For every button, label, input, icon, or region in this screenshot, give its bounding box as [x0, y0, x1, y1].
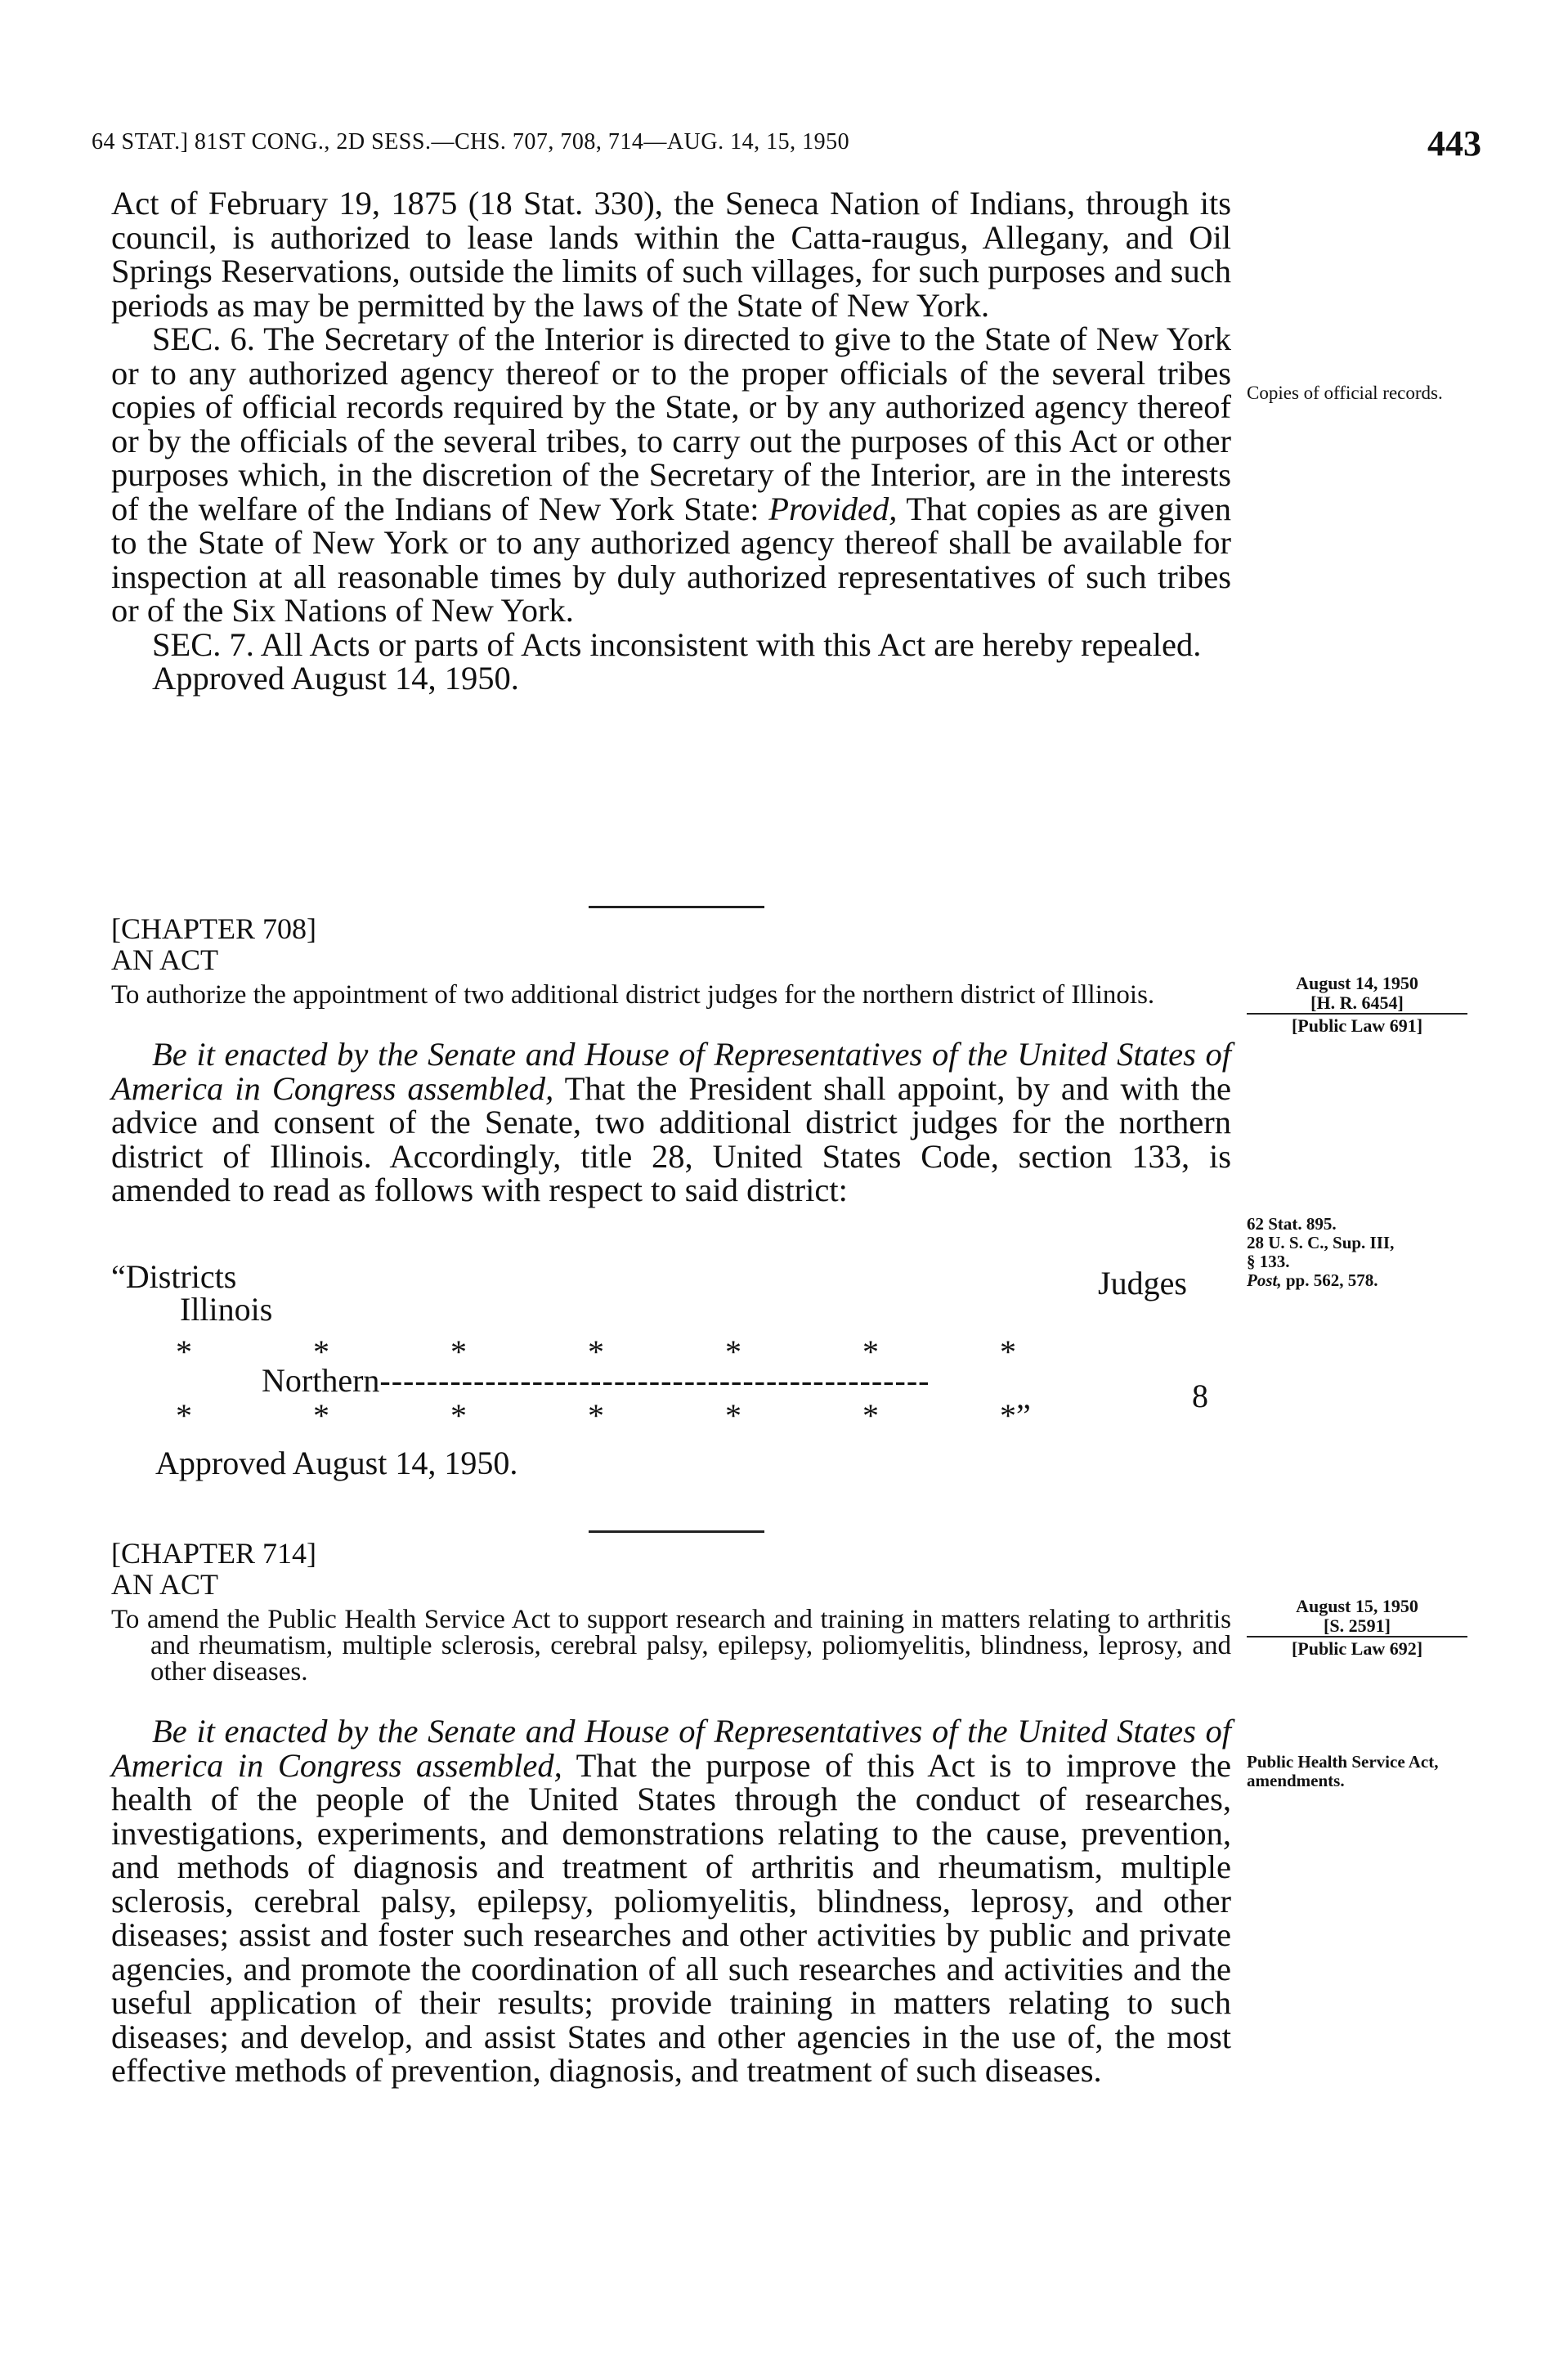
enacting-text: That the purpose of this Act is to improve the health of the people of the United States through the conduct of researches, investigations, experiments, and demonstrations relating to the cause, prevention, and methods of diagnosis and treatment of arthritis and rheumatism, multiple sclerosis, cerebral palsy, epilepsy, poliomyelitis, blindness, leprosy, and other diseases; assist and foster such researches and other activities by public and private agencies, and promote the coordination of all such researches and activities and the useful application of their results; provide training in matters relating to such diseases; and develop, and assist States and other agencies in the use of, the most effective methods of prevention, diagnosis, and treatment of such diseases.	[111, 1746, 1231, 2089]
star: *	[450, 1397, 467, 1434]
state-illinois: Illinois	[180, 1291, 273, 1328]
enacting-text: That the President shall appoint, by and with the advice and consent of the Senate, two additional district judges for the northern district of Illinois. Accordingly, title 28, United States Code, section 133, is amended to read as follows with respect to said district:	[111, 1069, 1231, 1208]
sec7-text: All Acts or parts of Acts inconsistent with this Act are hereby repealed.	[260, 625, 1202, 663]
chapter-heading: [CHAPTER 708]	[111, 912, 316, 945]
margin-ref-usc: 28 U. S. C., Sup. III,	[1247, 1233, 1395, 1252]
paragraph-sec6	[111, 322, 1231, 628]
star: *	[588, 1333, 604, 1370]
section-label: SEC. 6.	[152, 320, 255, 357]
margin-note-copies: Copies of official records.	[1247, 383, 1443, 403]
margin-714-law: [Public Law 692]	[1291, 1638, 1423, 1659]
divider-rule	[589, 906, 764, 908]
district-northern: Northern	[262, 1362, 380, 1399]
page-header	[92, 123, 1481, 180]
margin-ref-section: § 133.	[1247, 1252, 1290, 1271]
margin-ref-stat: 62 Stat. 895.	[1247, 1214, 1337, 1234]
district-northern-row	[262, 1361, 930, 1400]
star: *	[862, 1333, 879, 1370]
provided-italic: Provided,	[768, 490, 898, 527]
omission-stars-bottom	[176, 1396, 1140, 1435]
margin-708-date: August 14, 1950	[1296, 973, 1418, 993]
chapter-714	[111, 1537, 1231, 2088]
sec6-text-b: That copies as are given to the State of New York or to any authorized agency thereof shall be available for inspection at all reasonable times by duly authorized representatives of such tribes or of the Six Nations of New York.	[111, 490, 1231, 629]
chapter-708	[111, 912, 1231, 1207]
divider-rule	[589, 1530, 764, 1533]
approved-line: Approved August 14, 1950.	[155, 1445, 518, 1481]
margin-708-law: [Public Law 691]	[1291, 1015, 1423, 1036]
star: *	[1000, 1333, 1016, 1370]
margin-ref-post	[1247, 1271, 1484, 1290]
running-head: 64 STAT.] 81ST CONG., 2D SESS.—CHS. 707, 708, 714—AUG. 14, 15, 1950	[92, 129, 850, 155]
post-pages: pp. 562, 578.	[1285, 1270, 1378, 1290]
leader-dots: -----------------------------------------------	[379, 1362, 930, 1399]
sec6-text-a: The Secretary of the Interior is directed to give to the State of New York or to any authorized agency thereof or to the proper officials of the several tribes copies of official records required by the State, or by any authorized agency thereof or by the officials of the several tribes, to carry out the purposes of this Act or other purposes which, in the discretion of the Secretary of the Interior, are in the interests of the welfare of the Indians of New York State:	[111, 320, 1231, 527]
an-act-heading: AN ACT	[111, 1567, 219, 1601]
enacting-italic: Be it enacted by the Senate and House of Representatives of the United States of America in Congress assembled,	[111, 1036, 1231, 1107]
judges-count: 8	[1192, 1378, 1208, 1414]
act-title: To authorize the appointment of two additional district judges for the northern district of Illinois.	[111, 980, 1155, 1010]
margin-714-note: Public Health Service Act, amendments.	[1247, 1752, 1439, 1790]
star: *	[313, 1333, 329, 1370]
districts-heading: “Districts	[111, 1258, 237, 1295]
page-number: 443	[1427, 123, 1481, 164]
chapter-707-text	[111, 186, 1231, 696]
approved-line: Approved August 14, 1950.	[152, 660, 519, 697]
enacting-clause	[111, 1037, 1231, 1207]
margin-714-bill: [S. 2591]	[1247, 1615, 1467, 1637]
post-italic: Post,	[1247, 1270, 1282, 1290]
paragraph-lease: Act of February 19, 1875 (18 Stat. 330), the Seneca Nation of Indians, through its council, is authorized to lease lands within the Catta-raugus, Allegany, and Oil Springs Reservations, outside the limits of such villages, for such purposes and such periods as may be permitted by the laws of the State of New York.	[111, 185, 1231, 324]
section-label: SEC. 7.	[152, 625, 254, 663]
paragraph-sec7	[111, 625, 1231, 663]
star: *	[862, 1397, 879, 1434]
an-act-heading: AN ACT	[111, 943, 219, 976]
act-title: To amend the Public Health Service Act to support research and training in matters relating to arthritis and rheumatism, multiple sclerosis, cerebral palsy, epilepsy, poliomyelitis, blindness, leprosy, and other diseases.	[111, 1605, 1231, 1687]
star: *	[176, 1333, 192, 1370]
star: *	[176, 1397, 192, 1434]
margin-708-references	[1247, 1215, 1484, 1290]
star: *	[725, 1397, 741, 1434]
enacting-italic: Be it enacted by the Senate and House of Representatives of the United States of America in Congress assembled,	[111, 1713, 1231, 1784]
star: *”	[1000, 1397, 1031, 1434]
star: *	[450, 1333, 467, 1370]
enacting-clause	[111, 1714, 1231, 2088]
star: *	[588, 1397, 604, 1434]
star: *	[725, 1333, 741, 1370]
star: *	[313, 1397, 329, 1434]
margin-708-bill: [H. R. 6454]	[1247, 992, 1467, 1015]
judges-heading: Judges	[1098, 1265, 1187, 1301]
chapter-heading: [CHAPTER 714]	[111, 1537, 316, 1570]
margin-714-date: August 15, 1950	[1296, 1596, 1418, 1616]
